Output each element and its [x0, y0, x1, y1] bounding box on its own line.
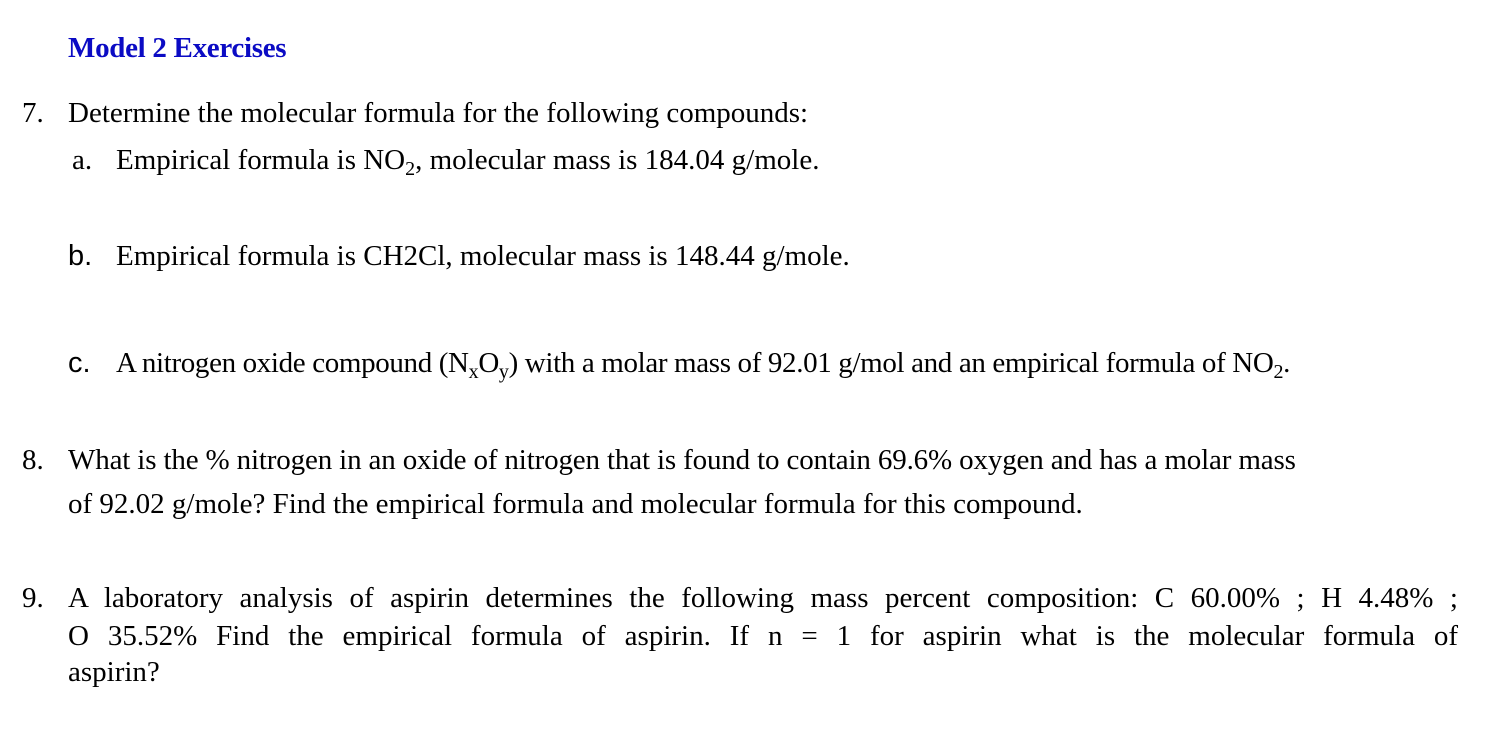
question-7c-text — [116, 345, 1290, 381]
question-9-line-3: aspirin? — [68, 656, 160, 688]
question-7c-post1: ) with a molar mass of 92.01 g/mol and an empirical formula of NO — [508, 347, 1274, 379]
question-9-text — [68, 580, 1458, 690]
question-7b-letter: b. — [68, 240, 93, 272]
question-7a-text — [116, 142, 819, 178]
question-9-line-2: O 35.52% Find the empirical formula of aspirin. If n = 1 for aspirin what is the molecular formula of — [68, 620, 1458, 652]
question-7c-letter: c. — [68, 347, 91, 379]
question-7c-subscript-x: x — [468, 361, 479, 383]
question-7a-letter: a. — [72, 144, 93, 176]
question-7c-subscript-2: 2 — [1273, 361, 1284, 383]
question-7a-subscript: 2 — [405, 158, 416, 180]
question-8-line-1: What is the % nitrogen in an oxide of nitrogen that is found to contain 69.6% oxygen and has a molar mass — [68, 444, 1296, 476]
question-7b-text: Empirical formula is CH2Cl, molecular mass is 148.44 g/mole. — [116, 240, 850, 272]
question-7c-subscript-y: y — [498, 361, 509, 383]
question-7c-pre: A nitrogen oxide compound (N — [116, 347, 469, 379]
question-7c-post2: . — [1283, 347, 1291, 379]
section-heading: Model 2 Exercises — [68, 32, 287, 64]
question-9-line-1: A laboratory analysis of aspirin determines the following mass percent composition: C 60.00% ; H 4.48% ; — [68, 582, 1458, 614]
question-9-number: 9. — [22, 582, 44, 614]
question-7a-pre: Empirical formula is NO — [116, 144, 406, 176]
question-7c-mid: O — [478, 347, 499, 379]
question-7a-post: , molecular mass is 184.04 g/mole. — [415, 144, 820, 176]
question-8-number: 8. — [22, 444, 44, 476]
question-7-number: 7. — [22, 97, 44, 129]
question-7-text: Determine the molecular formula for the following compounds: — [68, 97, 809, 129]
question-8-line-2: of 92.02 g/mole? Find the empirical formula and molecular formula for this compound. — [68, 488, 1083, 520]
